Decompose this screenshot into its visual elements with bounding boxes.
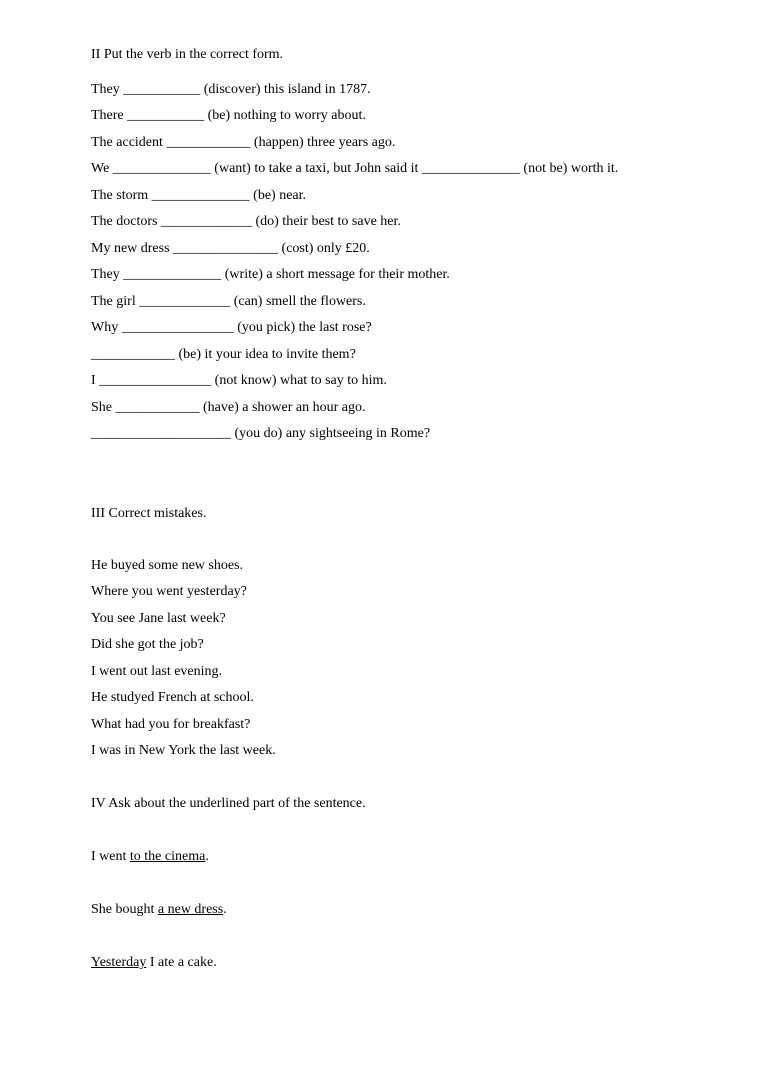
sentence-text: I went bbox=[91, 849, 130, 864]
exercise-2-item: ____________________ (you do) any sightseeing in Rome? bbox=[91, 426, 431, 441]
exercise-2-item: The girl _____________ (can) smell the flowers. bbox=[91, 294, 366, 309]
exercise-2-item: She ____________ (have) a shower an hour ago. bbox=[91, 400, 366, 415]
exercise-3-item: He studyed French at school. bbox=[91, 690, 254, 705]
exercise-2-item: There ___________ (be) nothing to worry about. bbox=[91, 108, 366, 123]
underlined-phrase: a new dress bbox=[157, 902, 224, 917]
exercise-3-item: Did she got the job? bbox=[91, 637, 204, 652]
exercise-2-item: They ___________ (discover) this island in 1787. bbox=[91, 82, 371, 97]
section-2-heading: II Put the verb in the correct form. bbox=[91, 47, 284, 62]
section-3-heading: III Correct mistakes. bbox=[91, 506, 207, 521]
sentence-text: . bbox=[205, 849, 209, 864]
sentence-text: She bought bbox=[91, 902, 158, 917]
exercise-2-item: The doctors _____________ (do) their best to save her. bbox=[91, 214, 401, 229]
exercise-2-item: I ________________ (not know) what to say to him. bbox=[91, 373, 387, 388]
underlined-phrase: Yesterday bbox=[91, 955, 147, 970]
exercise-4-sentence-1 bbox=[91, 848, 209, 866]
exercise-4-sentence-3 bbox=[91, 954, 217, 972]
sentence-text: . bbox=[223, 902, 227, 917]
exercise-2-item: They ______________ (write) a short message for their mother. bbox=[91, 267, 450, 282]
exercise-3-item: You see Jane last week? bbox=[91, 611, 226, 626]
exercise-2-item: We ______________ (want) to take a taxi, but John said it ______________ (not be) worth it. bbox=[91, 161, 619, 176]
exercise-2-item: ____________ (be) it your idea to invite them? bbox=[91, 347, 356, 362]
exercise-3-item: I was in New York the last week. bbox=[91, 743, 276, 758]
underlined-phrase: to the cinema bbox=[129, 849, 206, 864]
exercise-3-item: He buyed some new shoes. bbox=[91, 558, 244, 573]
section-4-heading: IV Ask about the underlined part of the sentence. bbox=[91, 796, 366, 811]
exercise-3-item: Where you went yesterday? bbox=[91, 584, 247, 599]
exercise-2-item: The accident ____________ (happen) three years ago. bbox=[91, 135, 396, 150]
exercise-2-item: Why ________________ (you pick) the last rose? bbox=[91, 320, 372, 335]
sentence-text: I ate a cake. bbox=[146, 955, 217, 970]
exercise-3-item: What had you for breakfast? bbox=[91, 717, 251, 732]
exercise-2-item: My new dress _______________ (cost) only £20. bbox=[91, 241, 370, 256]
exercise-3-item: I went out last evening. bbox=[91, 664, 223, 679]
exercise-2-item: The storm ______________ (be) near. bbox=[91, 188, 307, 203]
exercise-4-sentence-2 bbox=[91, 901, 227, 919]
